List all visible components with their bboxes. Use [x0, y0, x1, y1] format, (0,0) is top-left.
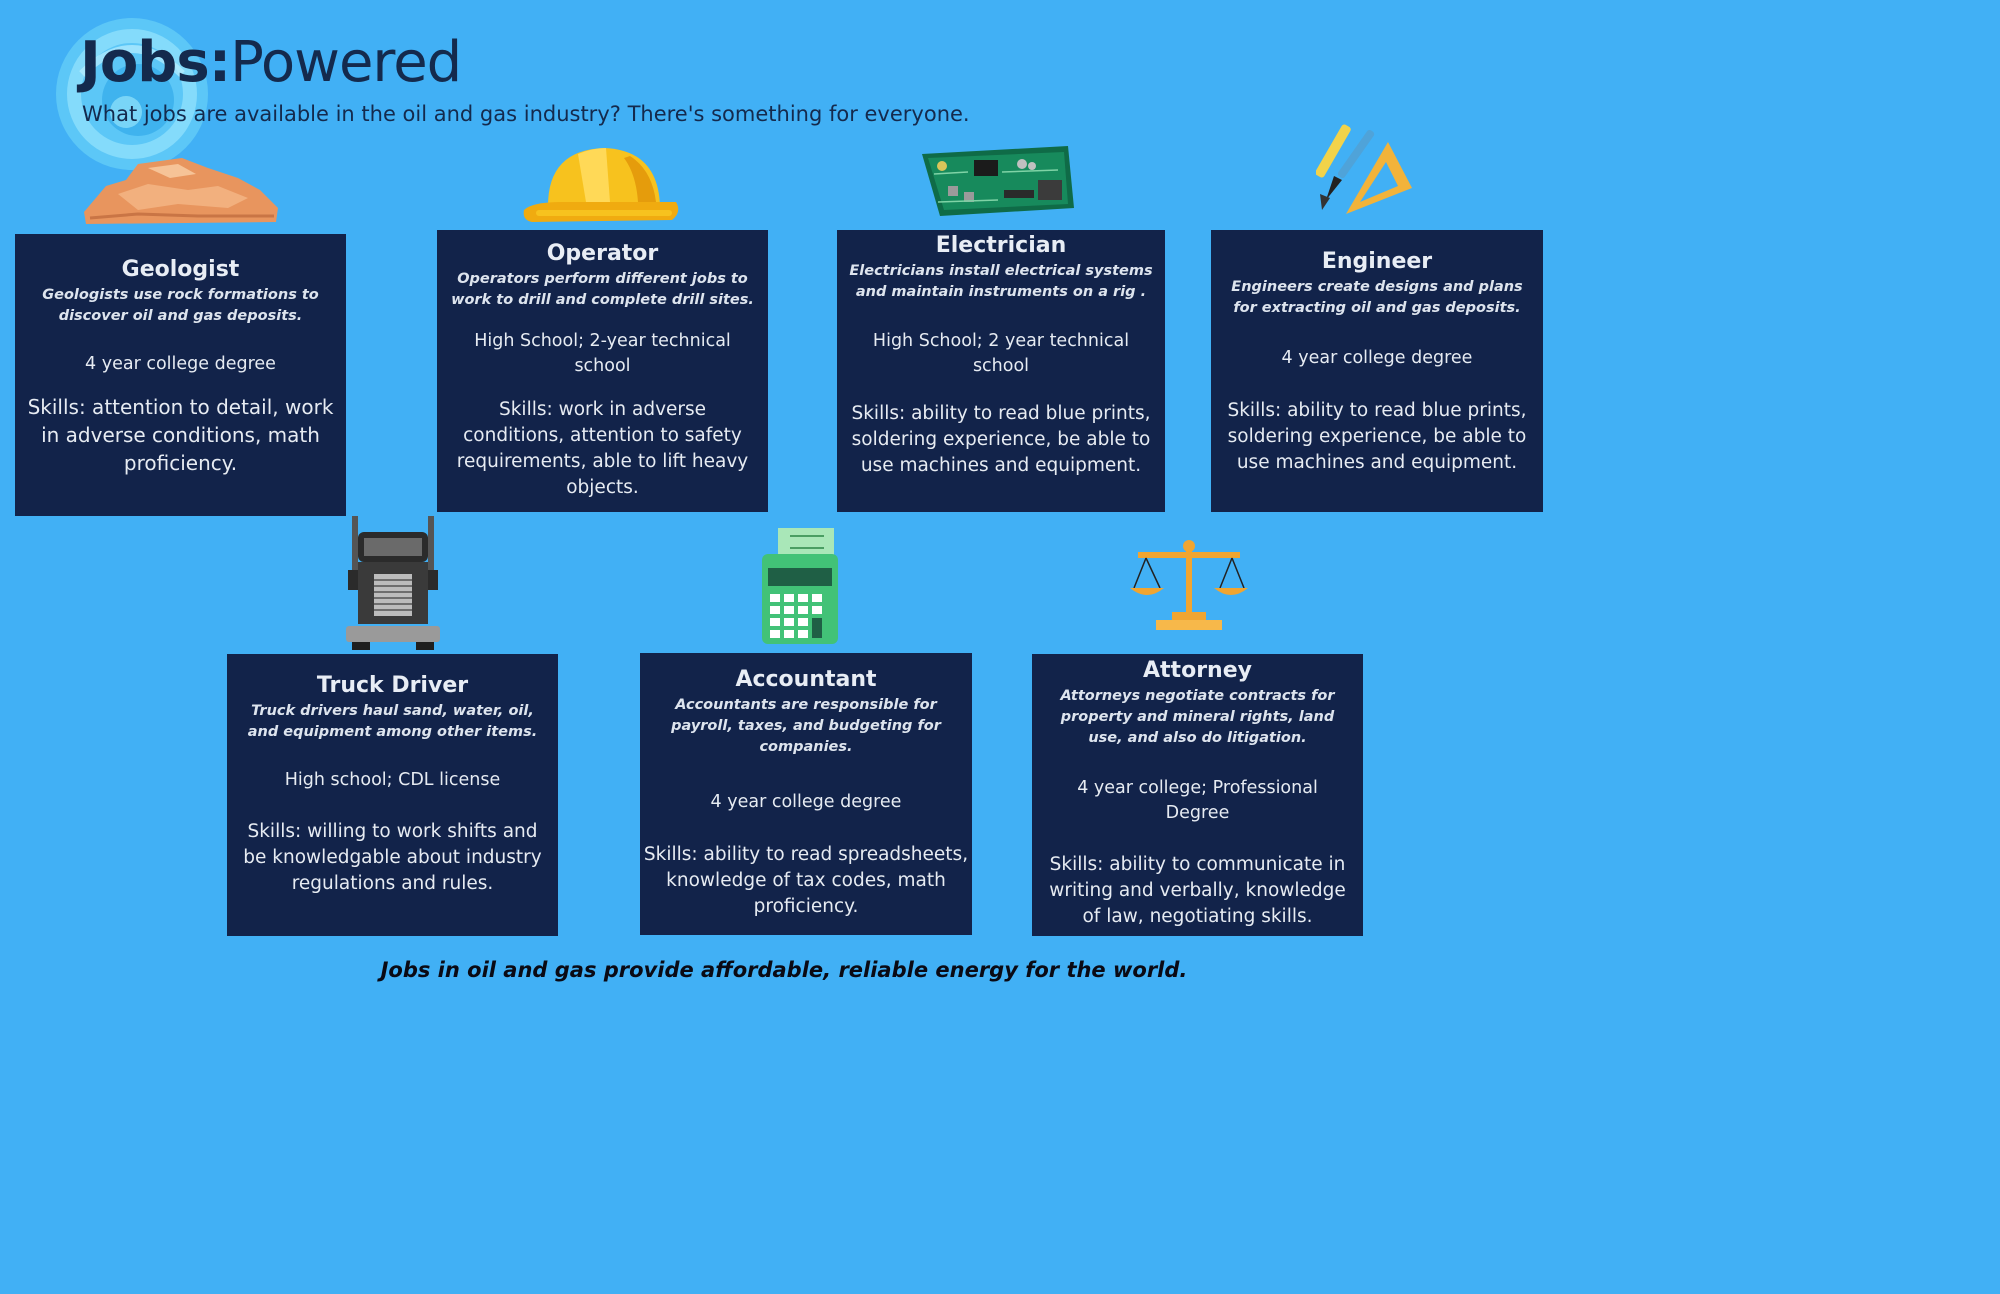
rock-icon	[78, 150, 284, 230]
job-education: 4 year college degree	[1281, 348, 1473, 368]
job-skills: Skills: work in adverse conditions, attention to safety requirements, able to lift heavy objects.	[456, 399, 749, 498]
job-skills: Skills: ability to communicate in writing and verbally, knowledge of law, negotiating skills.	[1049, 854, 1346, 927]
page-title	[80, 30, 461, 96]
job-education: High School; 2-year technical school	[474, 331, 731, 376]
job-education: High School; 2 year technical school	[872, 331, 1130, 376]
job-skills: Skills: ability to read blue prints, soldering experience, be able to use machines and equipment.	[851, 403, 1151, 476]
job-title: Accountant	[735, 667, 877, 692]
circuit-board-icon	[918, 144, 1076, 216]
footer-tagline: Jobs in oil and gas provide affordable, reliable energy for the world.	[380, 958, 1188, 982]
job-description: Electricians install electrical systems and maintain instruments on a rig .	[849, 263, 1153, 300]
page-subtitle: What jobs are available in the oil and gas industry? There's something for everyone.	[82, 102, 970, 126]
job-card-accountant	[640, 653, 972, 935]
truck-icon	[344, 514, 442, 652]
job-title: Electrician	[935, 233, 1067, 258]
job-description: Attorneys negotiate contracts for property and mineral rights, land use, and also do litigation.	[1060, 688, 1335, 746]
job-skills: Skills: attention to detail, work in adverse conditions, math proficiency.	[27, 395, 334, 475]
job-description: Engineers create designs and plans for extracting oil and gas deposits.	[1231, 279, 1523, 316]
calculator-icon	[760, 526, 840, 646]
page-title-bold: Jobs:	[80, 30, 231, 95]
job-card-operator	[437, 230, 768, 512]
job-card-attorney	[1032, 654, 1363, 936]
job-education: 4 year college degree	[710, 792, 902, 812]
job-title: Truck Driver	[316, 673, 469, 698]
job-skills: Skills: ability to read blue prints, soldering experience, be able to use machines and equipment.	[1227, 400, 1527, 473]
job-card-geologist	[15, 234, 346, 516]
job-education: 4 year college; Professional Degree	[1077, 778, 1318, 823]
job-title: Attorney	[1143, 658, 1252, 683]
job-title: Engineer	[1321, 249, 1433, 274]
job-education: 4 year college degree	[85, 354, 276, 374]
job-skills: Skills: willing to work shifts and be knowledgable about industry regulations and rules.	[243, 821, 542, 894]
job-description: Truck drivers haul sand, water, oil, and equipment among other items.	[247, 703, 538, 740]
job-description: Operators perform different jobs to work to drill and complete drill sites.	[451, 271, 754, 308]
page-title-rest: Powered	[230, 30, 462, 95]
scales-icon	[1130, 538, 1248, 632]
job-card-truck-driver	[227, 654, 558, 936]
job-card-engineer	[1211, 230, 1543, 512]
job-education: High school; CDL license	[284, 770, 501, 790]
job-skills: Skills: ability to read spreadsheets, knowledge of tax codes, math proficiency.	[643, 844, 969, 917]
job-title: Operator	[546, 241, 659, 266]
job-description: Geologists use rock formations to discover oil and gas deposits.	[42, 287, 319, 324]
drafting-tools-icon	[1316, 118, 1416, 218]
job-title: Geologist	[121, 257, 240, 282]
job-card-electrician	[837, 230, 1165, 512]
job-description: Accountants are responsible for payroll, taxes, and budgeting for companies.	[671, 697, 941, 755]
hard-hat-icon	[522, 140, 682, 226]
